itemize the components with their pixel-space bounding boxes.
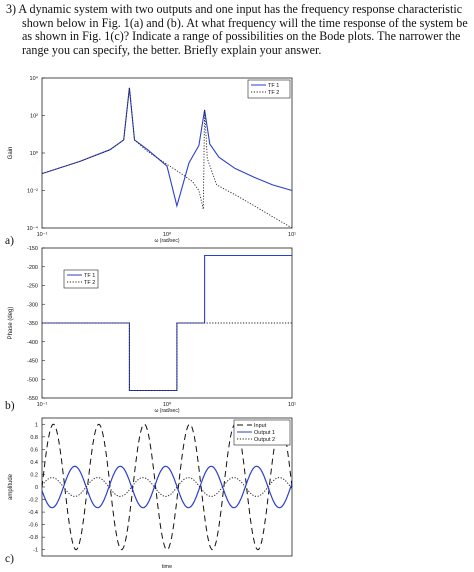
y-tick-label: -300: [26, 302, 38, 309]
x-axis-label: time: [161, 564, 173, 570]
legend-label: TF 2: [268, 90, 280, 96]
y-tick-label: -400: [26, 339, 38, 346]
y-tick-label: -500: [26, 377, 38, 384]
y-tick-label: 0.6: [30, 447, 38, 454]
question-line: as shown in Fig. 1(c)? Indicate a range of possibilities on the Bode plots. The narrower the: [22, 29, 461, 44]
time-response-plot: [0, 414, 474, 572]
y-tick-label: -450: [26, 358, 38, 365]
figure-label-a: a): [5, 235, 14, 247]
y-axis-label: amplitude: [8, 473, 14, 501]
x-tick-label: 10⁰: [162, 232, 172, 238]
phase-plot: [0, 240, 474, 414]
x-tick-label: 10⁻¹: [36, 402, 48, 408]
legend-label: TF 1: [84, 273, 96, 279]
legend-label: TF 2: [84, 280, 96, 286]
y-tick-label: 10²: [30, 113, 38, 120]
y-tick-label: -0.6: [28, 522, 38, 529]
y-tick-label: 10⁻²: [27, 188, 38, 195]
y-tick-label: 0.4: [30, 459, 38, 466]
y-tick-label: -250: [26, 283, 38, 290]
question-line: shown below in Fig. 1(a) and (b). At what frequency will the time response of the system be: [22, 15, 468, 30]
y-tick-label: -350: [26, 321, 38, 327]
legend-label: Output 1: [254, 430, 276, 436]
y-tick-label: -0.2: [28, 497, 38, 504]
x-tick-label: 10¹: [288, 402, 296, 408]
y-tick-label: 10⁻⁴: [26, 226, 38, 232]
figure-label-c: c): [5, 553, 14, 565]
gain-plot: [0, 70, 474, 244]
y-tick-label: 10⁰: [29, 151, 38, 157]
legend-label: TF 1: [268, 83, 280, 89]
x-axis-label: ω (rad/sec): [154, 238, 180, 244]
question-text: [6, 3, 468, 57]
plot-frame: [42, 78, 292, 228]
question-line: 3) A dynamic system with two outputs and one input has the frequency response characteristic: [6, 2, 463, 16]
y-tick-label: 0.2: [30, 472, 38, 479]
x-axis-label: ω (rad/sec): [154, 408, 180, 414]
y-tick-label: -150: [26, 246, 38, 252]
x-tick-label: 10⁰: [162, 402, 172, 408]
y-tick-label: -550: [26, 396, 38, 402]
legend-label: Output 2: [254, 437, 276, 443]
y-tick-label: -0.4: [28, 510, 38, 517]
question-line: range you can specify, the better. Briefly explain your answer.: [22, 42, 322, 57]
x-tick-label: 10⁻¹: [36, 232, 48, 238]
y-tick-label: -200: [26, 264, 38, 271]
legend-label: Input: [254, 423, 267, 429]
y-tick-label: 1: [34, 422, 38, 429]
y-axis-label: Gain: [8, 146, 14, 160]
y-axis-label: Phase (deg): [8, 306, 14, 340]
y-tick-label: 10⁴: [29, 76, 38, 82]
y-tick-label: -1: [33, 547, 38, 554]
y-tick-label: -0.8: [28, 535, 38, 542]
x-tick-label: 10¹: [288, 232, 296, 238]
figure-label-b: b): [5, 400, 15, 412]
y-tick-label: 0.8: [30, 434, 38, 441]
y-tick-label: 0: [34, 485, 38, 491]
